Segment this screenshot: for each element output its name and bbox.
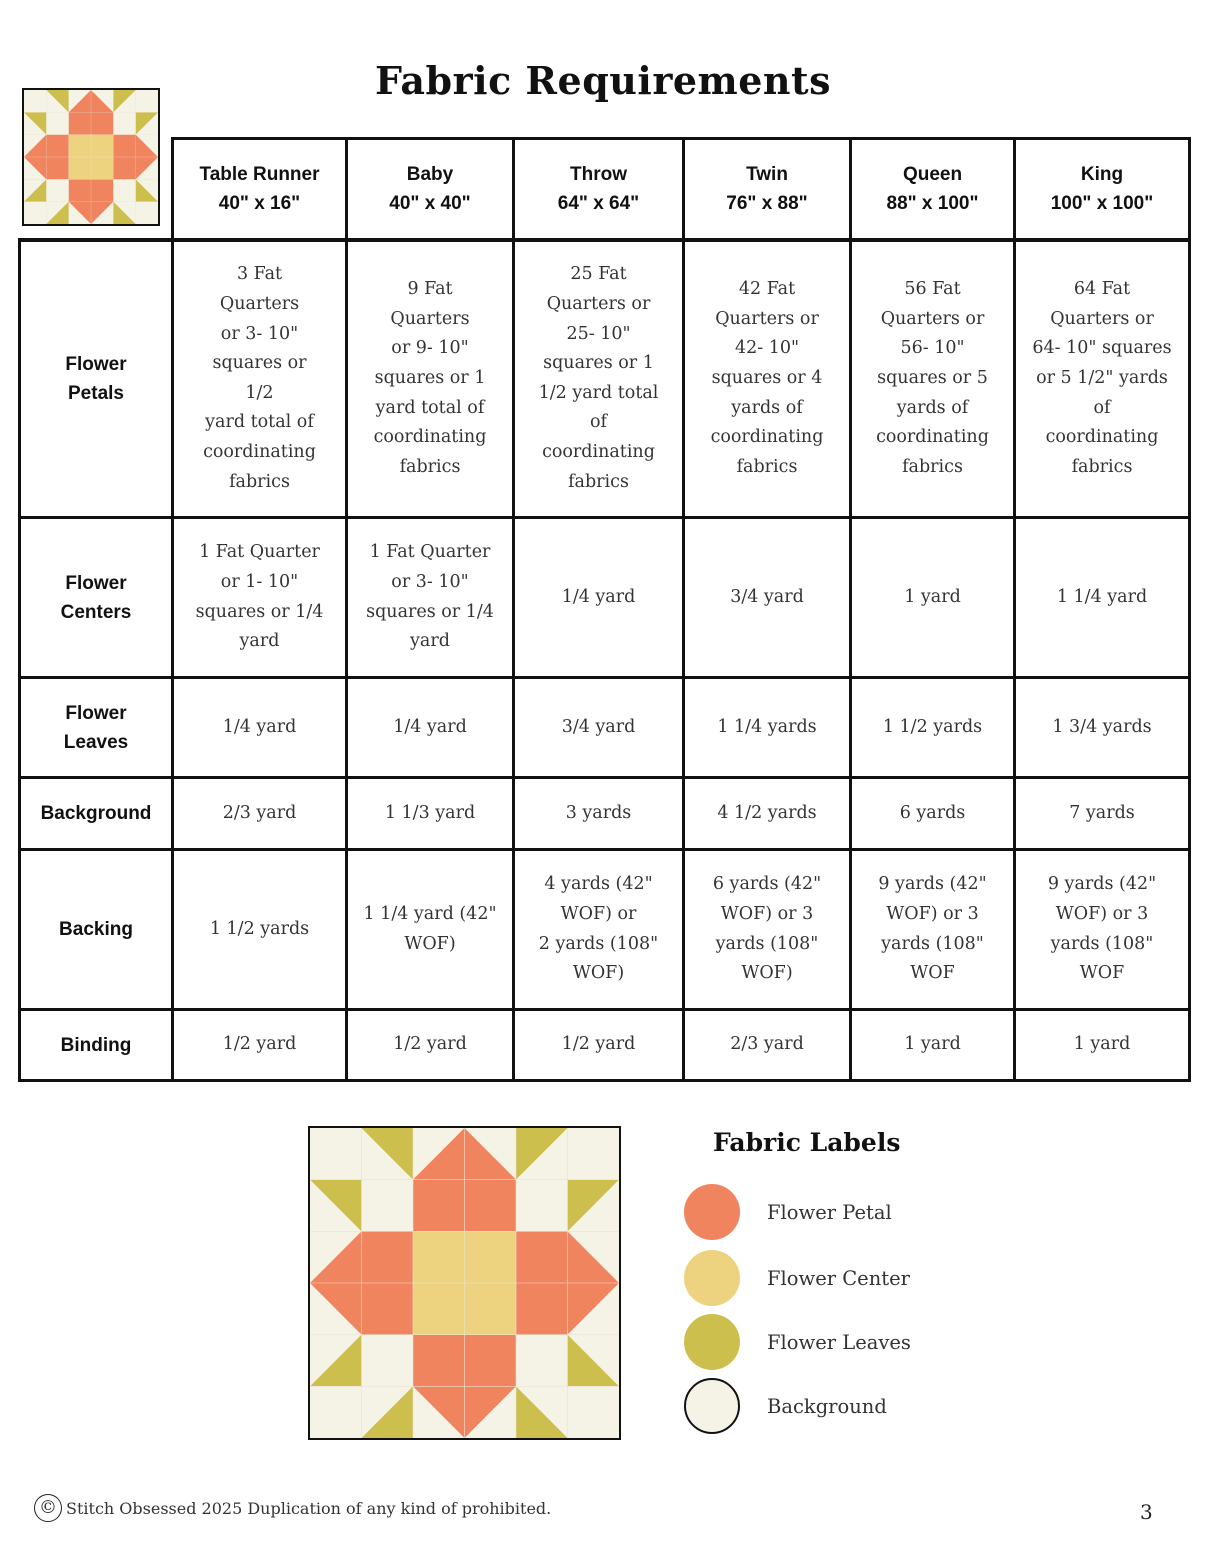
table-cell: 1 1/3 yard — [347, 778, 514, 850]
column-header: Table Runner 40" x 16" — [173, 139, 347, 240]
fabric-label-text: Flower Leaves — [767, 1330, 911, 1354]
table-cell: 1 yard — [851, 518, 1015, 678]
table-row — [20, 518, 1190, 678]
row-label: Flower Centers — [20, 518, 173, 678]
table-cell: 6 yards (42" WOF) or 3 yards (108" WOF) — [684, 850, 851, 1010]
fabric-requirements-table — [18, 137, 1191, 1082]
header-row — [20, 139, 1190, 240]
color-swatch — [684, 1378, 740, 1434]
table-cell: 1 1/4 yards — [684, 678, 851, 778]
row-label: Backing — [20, 850, 173, 1010]
table-cell: 9 yards (42" WOF) or 3 yards (108" WOF — [1015, 850, 1190, 1010]
fabric-label-item — [684, 1376, 887, 1436]
color-swatch — [684, 1314, 740, 1370]
table-cell: 6 yards — [851, 778, 1015, 850]
table-cell: 1 Fat Quarter or 1- 10" squares or 1/4 yard — [173, 518, 347, 678]
table-cell: 1/2 yard — [347, 1010, 514, 1081]
color-swatch — [684, 1250, 740, 1306]
fabric-label-item — [684, 1248, 910, 1308]
row-label: Flower Leaves — [20, 678, 173, 778]
fabric-label-item — [684, 1182, 892, 1242]
table-cell: 9 Fat Quarters or 9- 10" squares or 1 yard total of coordinating fabrics — [347, 240, 514, 518]
table-cell: 1/4 yard — [514, 518, 684, 678]
fabric-label-item — [684, 1312, 911, 1372]
table-cell: 1/4 yard — [347, 678, 514, 778]
fabric-label-text: Background — [767, 1394, 887, 1418]
table-cell: 1 1/2 yards — [851, 678, 1015, 778]
table-cell: 1/2 yard — [173, 1010, 347, 1081]
table-row — [20, 850, 1190, 1010]
fabric-label-text: Flower Center — [767, 1266, 910, 1290]
table-cell: 1 1/2 yards — [173, 850, 347, 1010]
table-cell: 64 Fat Quarters or 64- 10" squares or 5 1/2" yards of coordinating fabrics — [1015, 240, 1190, 518]
color-swatch — [684, 1184, 740, 1240]
column-header: King 100" x 100" — [1015, 139, 1190, 240]
table-cell: 2/3 yard — [173, 778, 347, 850]
fabric-labels-title: Fabric Labels — [713, 1128, 901, 1157]
table-row — [20, 778, 1190, 850]
table-cell: 9 yards (42" WOF) or 3 yards (108" WOF — [851, 850, 1015, 1010]
table-cell: 1 1/4 yard (42" WOF) — [347, 850, 514, 1010]
table-cell: 56 Fat Quarters or 56- 10" squares or 5 yards of coordinating fabrics — [851, 240, 1015, 518]
quilt-block-diagram — [308, 1126, 621, 1440]
footer — [34, 1494, 551, 1522]
table-cell: 2/3 yard — [684, 1010, 851, 1081]
table-cell: 1 1/4 yard — [1015, 518, 1190, 678]
row-label: Background — [20, 778, 173, 850]
table-cell: 25 Fat Quarters or 25- 10" squares or 1 1/2 yard total of coordinating fabrics — [514, 240, 684, 518]
column-header: Baby 40" x 40" — [347, 139, 514, 240]
column-header: Queen 88" x 100" — [851, 139, 1015, 240]
table-row — [20, 678, 1190, 778]
page-number: 3 — [1140, 1500, 1153, 1524]
table-cell: 3/4 yard — [514, 678, 684, 778]
table-cell: 3 Fat Quarters or 3- 10" squares or 1/2 yard total of coordinating fabrics — [173, 240, 347, 518]
table-cell: 1 yard — [1015, 1010, 1190, 1081]
table-cell: 1/4 yard — [173, 678, 347, 778]
table-cell: 1 3/4 yards — [1015, 678, 1190, 778]
table-cell: 3 yards — [514, 778, 684, 850]
row-label: Flower Petals — [20, 240, 173, 518]
page-title: Fabric Requirements — [375, 58, 831, 103]
table-cell: 1 Fat Quarter or 3- 10" squares or 1/4 yard — [347, 518, 514, 678]
copyright-icon: © — [34, 1494, 62, 1522]
table-row — [20, 1010, 1190, 1081]
table-cell: 3/4 yard — [684, 518, 851, 678]
footer-text: Stitch Obsessed 2025 Duplication of any kind of prohibited. — [66, 1498, 552, 1518]
table-cell: 7 yards — [1015, 778, 1190, 850]
table-cell: 4 1/2 yards — [684, 778, 851, 850]
column-header: Throw 64" x 64" — [514, 139, 684, 240]
table-row — [20, 240, 1190, 518]
column-header: Twin 76" x 88" — [684, 139, 851, 240]
fabric-label-text: Flower Petal — [767, 1200, 892, 1224]
row-label: Binding — [20, 1010, 173, 1081]
table-cell: 42 Fat Quarters or 42- 10" squares or 4 yards of coordinating fabrics — [684, 240, 851, 518]
table-cell: 1/2 yard — [514, 1010, 684, 1081]
header-corner — [20, 139, 173, 240]
table-cell: 1 yard — [851, 1010, 1015, 1081]
table-cell: 4 yards (42" WOF) or 2 yards (108" WOF) — [514, 850, 684, 1010]
